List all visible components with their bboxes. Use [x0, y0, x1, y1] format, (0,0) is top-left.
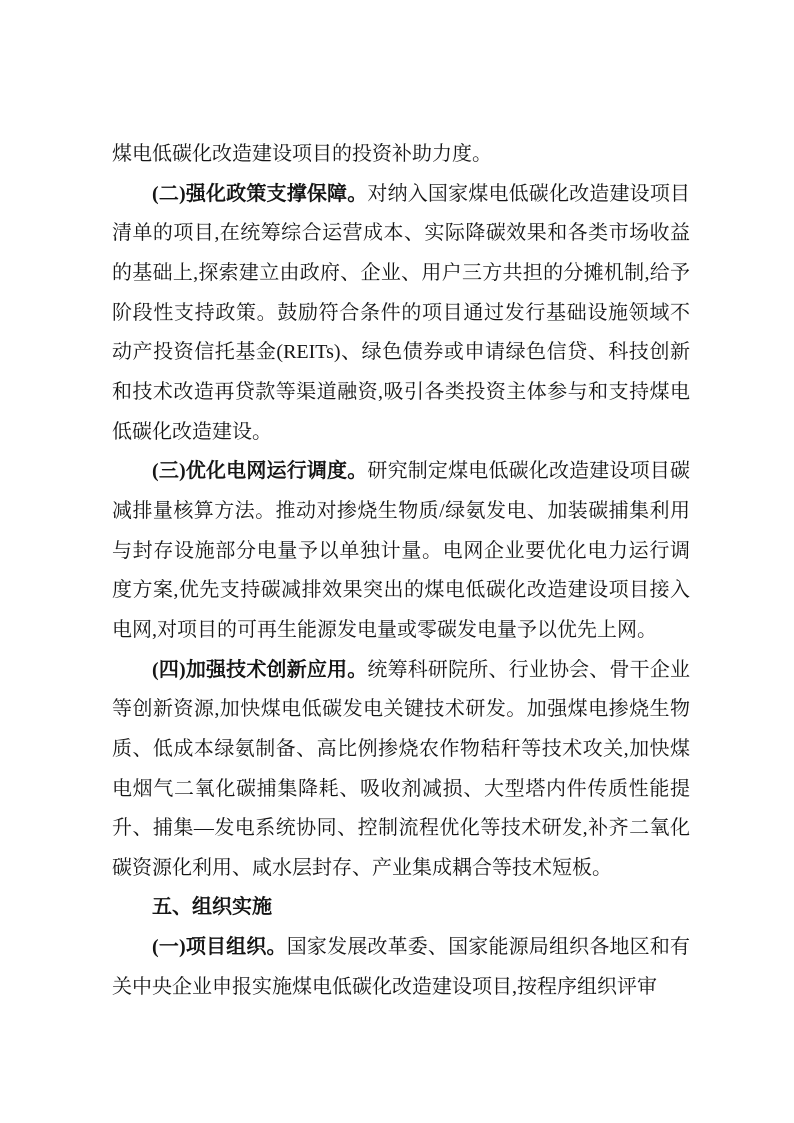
- paragraph: [112, 452, 690, 650]
- body-text: 统筹科研院所、行业协会、骨干企业等创新资源,加快煤电低碳发电关键技术研发。加强煤电掺烧生物质、低成本绿氨制备、高比例掺烧农作物秸秆等技术攻关,加快煤电烟气二氧化碳捕集降耗、吸收剂减损、大型塔内件传质性能提升、捕集—发电系统协同、控制流程优化等技术研发,补齐二氧化碳资源化利用、咸水层封存、产业集成耦合等技术短板。: [112, 658, 691, 879]
- emphasis-text: (四)加强技术创新应用。: [152, 658, 368, 681]
- emphasis-text: (一)项目组织。: [152, 936, 287, 959]
- body-text: 研究制定煤电低碳化改造建设项目碳减排量核算方法。推动对掺烧生物质/绿氨发电、加装碳捕集利用与封存设施部分电量予以单独计量。电网企业要优化电力运行调度方案,优先支持碳减排效果突出的煤电低碳化改造建设项目接入电网,对项目的可再生能源发电量或零碳发电量予以优先上网。: [112, 460, 691, 641]
- paragraph: [112, 651, 690, 889]
- paragraph: [112, 175, 690, 453]
- body-text: 对纳入国家煤电低碳化改造建设项目清单的项目,在统筹综合运营成本、实际降碳效果和各类市场收益的基础上,探索建立由政府、企业、用户三方共担的分摊机制,给予阶段性支持政策。鼓励符合条件的项目通过发行基础设施领域不动产投资信托基金(REITs)、绿色债券或申请绿色信贷、科技创新和技术改造再贷款等渠道融资,吸引各类投资主体参与和支持煤电低碳化改造建设。: [112, 182, 691, 443]
- emphasis-text: (二)强化政策支撑保障。: [152, 182, 368, 205]
- body-text: 煤电低碳化改造建设项目的投资补助力度。: [112, 143, 492, 165]
- section-heading: [112, 888, 690, 928]
- emphasis-text: (三)优化电网运行调度。: [152, 460, 368, 483]
- body-text: 国家发展改革委、国家能源局组织各地区和有关中央企业申报实施煤电低碳化改造建设项目,按程序组织评审: [112, 936, 691, 998]
- emphasis-text: 五、组织实施: [152, 896, 272, 919]
- document-body: [112, 135, 690, 1007]
- paragraph: [112, 928, 690, 1007]
- paragraph: [112, 135, 690, 175]
